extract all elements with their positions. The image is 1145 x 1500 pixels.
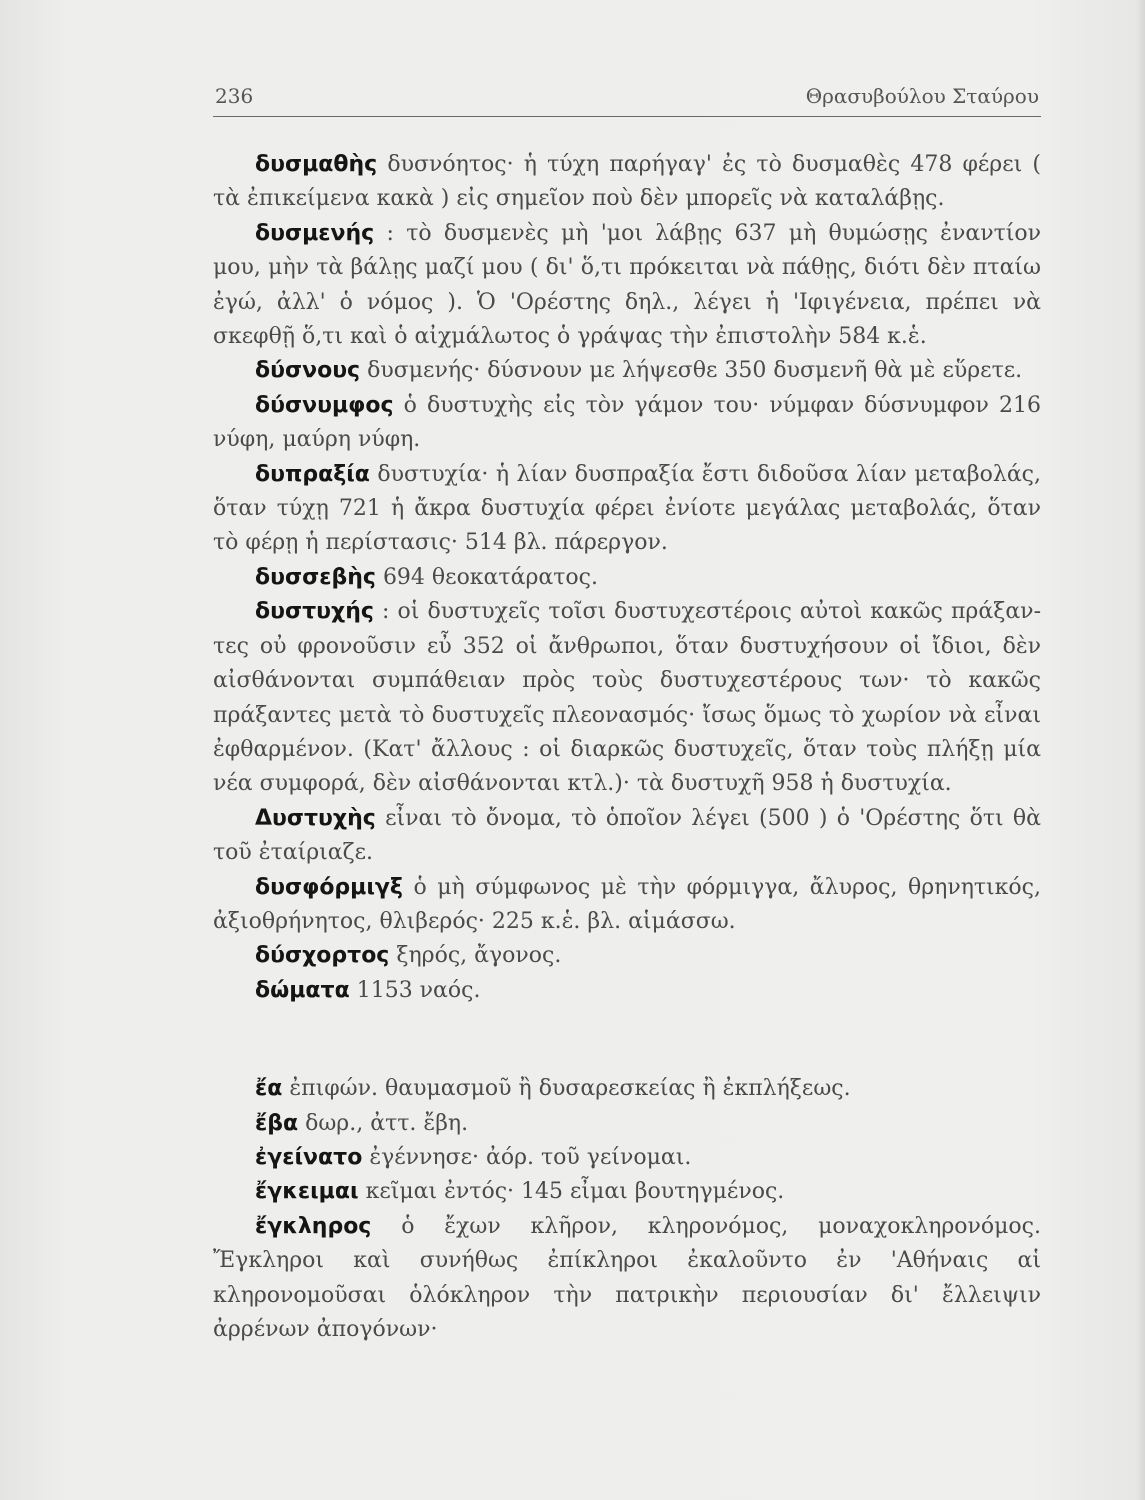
glossary-entry [213, 939, 1041, 973]
entry-definition: δωρ., ἀττ. ἔβη. [305, 1110, 469, 1136]
entry-lemma: ἔγκληρος [255, 1213, 372, 1239]
entry-lemma: δυσσεβὴς [255, 564, 376, 590]
entry-definition: 1153 ναός. [356, 977, 481, 1003]
running-header [213, 82, 1041, 117]
entry-definition: ἐγέννησε· ἀόρ. τοῦ γείνομαι. [369, 1144, 692, 1170]
entry-lemma: δυπραξία [255, 461, 370, 487]
entry-definition: 694 θεοκατάρατος. [382, 564, 598, 590]
entry-definition: : τὸ δυσμενὲς μὴ 'μοι λάβῃς 637 μὴ θυμώσῃς ἐναντίον μου, μὴν τὰ βάλῃς μαζί μου ( δι' ὅ,τι πρόκειται νὰ πάθῃς, διότι δὲν πταίω ἐγώ, ἀλλ' ὁ νόμος ). Ὁ 'Ορέστης δηλ., λέγει ἡ 'Ιφιγένεια, πρέπει νὰ σκεφθῇ ὅ,τι καὶ ὁ αἰχμάλωτος ὁ γράψας τὴν ἐπιστολὴν 584 κ.ἑ. [213, 220, 1041, 350]
page-number: 236 [215, 84, 254, 108]
entry-lemma: δυσμενής [255, 220, 375, 246]
page-edge [1135, 0, 1145, 1500]
entry-definition: κεῖμαι ἐντός· 145 εἶμαι βουτηγμένος. [365, 1179, 785, 1205]
entry-definition: ἐπιφών. θαυμασμοῦ ἢ δυσαρεσκείας ἢ ἐκπλήξεως. [289, 1076, 851, 1102]
entry-lemma: ἐγείνατο [255, 1144, 363, 1170]
entry-lemma: δύσνους [255, 358, 361, 384]
glossary-entry [213, 1175, 1041, 1209]
glossary-entry [213, 871, 1041, 940]
entry-lemma: δύσχορτος [255, 943, 390, 969]
entry-definition: εἶναι τὸ ὄνομα, τὸ ὁποῖον λέγει (500 ) ὁ 'Ορέστης ὅτι θὰ τοῦ ἐταίριαζε. [213, 805, 1041, 866]
entry-definition: ὁ ἔχων κλῆρον, κληρονόμος, μοναχοκληρονόμος. Ἔγκληροι καὶ συνήθως ἐπίκληροι ἐκαλοῦντο ἐν 'Αθήναις αἱ κληρονομοῦσαι ὁλόκληρον τὴν πατρικὴν περιουσίαν δι' ἔλλειψιν ἀρρένων ἀπογόνων· [213, 1213, 1041, 1342]
glossary-entry [213, 389, 1041, 458]
glossary-entry [213, 217, 1041, 355]
entry-lemma: δυστυχής [255, 599, 374, 625]
glossary-entry [213, 1210, 1041, 1348]
entry-definition: ὁ μὴ σύμφωνος μὲ τὴν φόρμιγγα, ἄλυρος, θρηνητικός, ἀξιοθρήνητος, θλιβερός· 225 κ.ἑ. βλ. αἱμάσσω. [213, 874, 1041, 934]
entry-lemma: ἔγκειμαι [255, 1179, 359, 1205]
entry-definition: : οἱ δυστυχεῖς τοῖσι δυστυχεστέροις αὐτοὶ κακῶς πράξαντες οὐ φρονοῦσιν εὖ 352 οἱ ἄνθρωποι, ὅταν δυστυχήσουν οἱ ἴδιοι, δὲν αἰσθάνονται συμπάθειαν πρὸς τοὺς δυστυχεστέρους των· τὸ κακῶς πράξαντες μετὰ τὸ δυστυχεῖς πλεονασμός· ἴσως ὅμως τὸ χωρίον νὰ εἶναι ἐφθαρμένον. (Κατ' ἄλλους : οἱ διαρκῶς δυστυχεῖς, ὅταν τοὺς πλήξῃ μία νέα συμφορά, δὲν αἰσθάνονται κτλ.)· τὰ δυστυχῆ 958 ἡ δυστυχία. [213, 599, 1041, 797]
entry-lemma: δυσφόρμιγξ [255, 874, 403, 900]
glossary-entry [213, 148, 1041, 217]
glossary-entry [213, 561, 1041, 595]
glossary-entry [213, 1107, 1041, 1141]
glossary-body [213, 148, 1041, 1347]
entry-definition: δυσμενής· δύσνουν με λήψεσθε 350 δυσμενῆ θὰ μὲ εὕρετε. [367, 358, 1023, 384]
entry-lemma: δύσνυμφος [255, 392, 394, 418]
entry-lemma: δώματα [255, 977, 350, 1003]
glossary-entry [213, 354, 1041, 388]
entry-lemma: ἔβα [255, 1110, 299, 1136]
glossary-entry [213, 595, 1041, 801]
entry-definition: δυστυχία· ἡ λίαν δυσπραξία ἔστι διδοῦσα λίαν μεταβολάς, ὅταν τύχῃ 721 ἡ ἄκρα δυστυχία φέρει ἐνίοτε μεγάλας μεταβολάς, ὅταν τὸ φέρῃ ἡ περίστασις· 514 βλ. πάρεργον. [213, 461, 1041, 556]
glossary-entry [213, 974, 1041, 1008]
glossary-entry [213, 458, 1041, 561]
glossary-entry [213, 802, 1041, 871]
entry-definition: ξηρός, ἄγονος. [396, 943, 562, 969]
glossary-entry [213, 1072, 1041, 1106]
entry-definition: ὁ δυστυχὴς εἰς τὸν γάμον του· νύμφαν δύσνυμφον 216 νύφη, μαύρη νύφη. [213, 392, 1041, 453]
glossary-entry [213, 1141, 1041, 1175]
entry-definition: δυσνόητος· ἡ τύχη παρήγαγ' ἐς τὸ δυσμαθὲς 478 φέρει ( τὰ ἐπικείμενα κακὰ ) εἰς σημεῖον ποὺ δὲν μπορεῖς νὰ καταλάβῃς. [213, 152, 1041, 212]
entry-lemma: δυσμαθὴς [255, 152, 378, 177]
entry-lemma: Δυστυχὴς [255, 805, 376, 831]
running-title: Θρασυβούλου Σταύρου [805, 84, 1039, 108]
entry-lemma: ἔα [255, 1076, 283, 1102]
